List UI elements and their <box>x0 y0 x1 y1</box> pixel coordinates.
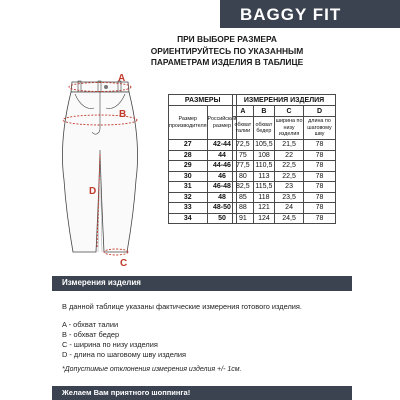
table-row <box>169 203 237 214</box>
table-cell: 85 <box>233 192 254 203</box>
sizes-header: РАЗМЕРЫ <box>169 95 237 106</box>
russian-size-header: Российский размер <box>207 106 237 140</box>
table-cell: 46-48 <box>207 182 237 193</box>
table-cell: 22 <box>275 150 304 161</box>
measurements-header: ИЗМЕРЕНИЯ ИЗДЕЛИЯ <box>233 95 336 106</box>
table-row <box>169 192 237 203</box>
table-cell: 118 <box>253 192 274 203</box>
instruction-line: ОРИЕНТИРУЙТЕСЬ ПО УКАЗАННЫМ <box>150 45 304 56</box>
size-table-measurements <box>232 94 336 224</box>
size-table-sizes <box>168 94 237 224</box>
table-row <box>233 161 336 172</box>
table-cell: 28 <box>169 150 208 161</box>
column-name-waist: обхват талии <box>233 117 254 140</box>
label-b: B <box>119 109 127 120</box>
instruction-line: ПАРАМЕТРАМ ИЗДЕЛИЯ В ТАБЛИЦЕ <box>150 57 304 67</box>
table-cell: 77,5 <box>233 161 254 172</box>
table-row <box>233 203 336 214</box>
table-cell: 88 <box>233 203 254 214</box>
legend-item-d: D - длина по шаговому шву изделия <box>62 350 187 359</box>
brand-title: BAGGY FIT <box>240 5 342 24</box>
table-cell: 121 <box>253 203 274 214</box>
column-letter-d: D <box>304 106 336 117</box>
table-cell: 91 <box>233 213 254 224</box>
table-cell: 78 <box>304 213 336 224</box>
table-cell: 78 <box>304 161 336 172</box>
footer-message: Желаем Вам приятного шоппинга! <box>62 388 191 397</box>
table-cell: 32 <box>169 192 208 203</box>
table-row <box>233 150 336 161</box>
table-cell: 82,5 <box>233 182 254 193</box>
table-cell: 33 <box>169 203 208 214</box>
jeans-button <box>104 85 108 89</box>
table-cell: 115,5 <box>253 182 274 193</box>
table-row <box>169 182 237 193</box>
table-cell: 21,5 <box>275 140 304 151</box>
size-instruction <box>112 34 342 69</box>
table-cell: 113 <box>253 171 274 182</box>
legend-item-a: A - обхват талии <box>62 320 119 329</box>
column-name-hips: обхват бедер <box>253 117 274 140</box>
table-cell: 24,5 <box>275 213 304 224</box>
table-cell: 80 <box>233 171 254 182</box>
tolerance-footnote: *Допустимые отклонения измерения изделия +/- 1см. <box>62 366 242 373</box>
table-cell: 30 <box>169 171 208 182</box>
table-cell: 78 <box>304 203 336 214</box>
table-cell: 23 <box>275 182 304 193</box>
table-cell: 23,5 <box>275 192 304 203</box>
table-cell: 78 <box>304 150 336 161</box>
column-name-inseam: длина по шаговому шву <box>304 117 336 140</box>
table-row <box>233 192 336 203</box>
table-cell: 72,5 <box>233 140 254 151</box>
table-cell: 78 <box>304 192 336 203</box>
table-cell: 75 <box>233 150 254 161</box>
table-cell: 124 <box>253 213 274 224</box>
table-row <box>169 140 237 151</box>
producer-size-header: Размер производителя <box>169 106 208 140</box>
table-row <box>169 150 237 161</box>
description-text: В данной таблице указаны фактические измерения готового изделия. <box>62 302 302 311</box>
table-cell: 108 <box>253 150 274 161</box>
table-cell: 50 <box>207 213 237 224</box>
label-a: A <box>118 73 126 84</box>
table-cell: 105,5 <box>255 141 273 149</box>
table-cell: 24 <box>275 203 304 214</box>
table-row <box>233 140 336 151</box>
section-title: Измерения изделия <box>62 278 141 287</box>
jeans-measurement-diagram <box>40 70 160 270</box>
table-cell: 44 <box>207 150 237 161</box>
column-letter-b: B <box>253 106 274 117</box>
table-cell: 78 <box>304 140 336 151</box>
table-row <box>169 213 237 224</box>
column-letter-c: C <box>275 106 304 117</box>
table-row <box>233 171 336 182</box>
table-cell: 22,5 <box>275 171 304 182</box>
table-cell: 46 <box>207 171 237 182</box>
table-row <box>233 213 336 224</box>
table-cell: 78 <box>304 171 336 182</box>
legend-item-c: C - ширина по низу изделия <box>62 340 158 349</box>
table-cell: 34 <box>169 213 208 224</box>
legend-item-b: B - обхват бедер <box>62 330 120 339</box>
table-cell: 48 <box>207 192 237 203</box>
table-row <box>169 171 237 182</box>
column-letter-a: A <box>233 106 254 117</box>
table-row <box>169 161 237 172</box>
instruction-line: ПРИ ВЫБОРЕ РАЗМЕРА <box>177 34 277 44</box>
table-cell: 42-44 <box>207 140 237 151</box>
table-cell: 29 <box>169 161 208 172</box>
label-d: D <box>89 186 97 197</box>
table-cell: 31 <box>169 182 208 193</box>
table-cell: 78 <box>304 182 336 193</box>
table-cell: 110,5 <box>253 161 274 172</box>
table-cell: 22,5 <box>275 161 304 172</box>
table-cell: 27 <box>169 140 208 151</box>
label-c: C <box>120 258 128 269</box>
table-row <box>233 182 336 193</box>
table-cell: 48-50 <box>207 203 237 214</box>
table-cell: 44-46 <box>207 161 237 172</box>
column-name-hem: ширина по низу изделия <box>275 117 304 140</box>
